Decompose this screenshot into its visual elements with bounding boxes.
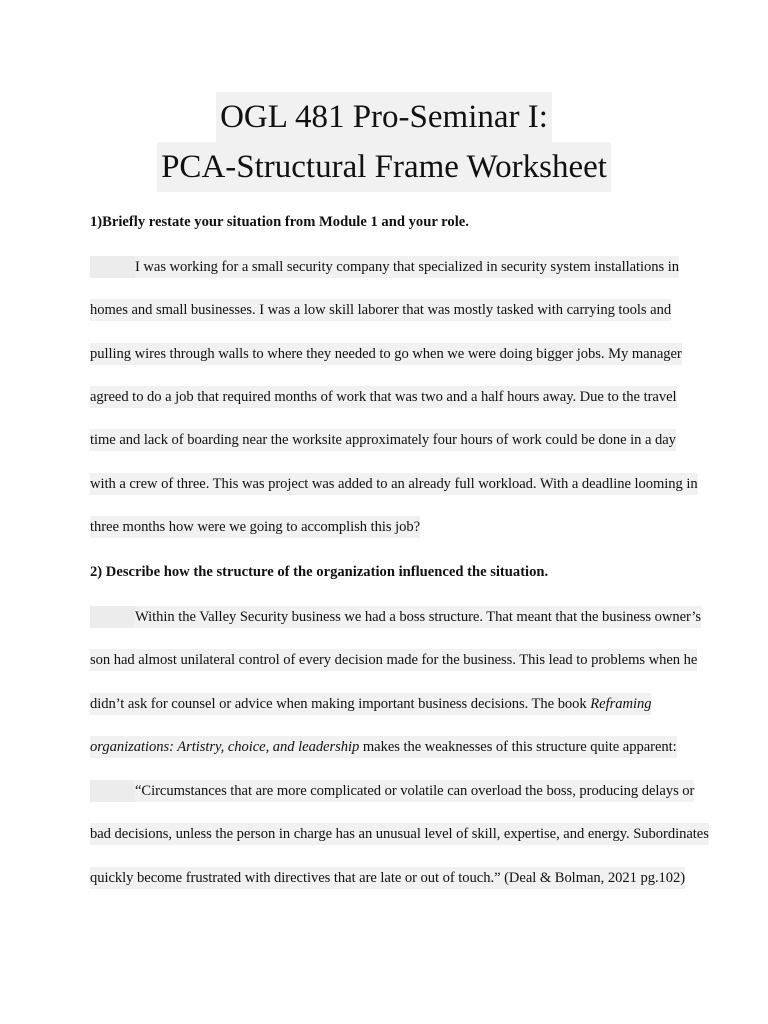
quote-line: bad decisions, unless the person in charge has an unusual level of skill, expertise, and energy. Subordinates [90,823,709,845]
answer-1-line: agreed to do a job that required months of work that was two and a half hours away. Due to the travel [90,386,677,408]
document-title [0,92,768,192]
answer-1-line: homes and small businesses. I was a low skill laborer that was mostly tasked with carrying tools and [90,299,671,321]
answer-2-line: son had almost unilateral control of every decision made for the business. This lead to problems when he [90,649,697,671]
answer-1-line: time and lack of boarding near the worksite approximately four hours of work could be done in a day [90,429,676,451]
answer-1-line [90,256,679,278]
answer-2-line [90,736,677,758]
quote-line [90,780,694,802]
quote-line-text: “Circumstances that are more complicated or volatile can overload the boss, producing delays or [135,783,695,799]
quote-line: quickly become frustrated with directives that are late or out of touch.” (Deal & Bolman, 2021 pg.102) [90,867,685,889]
book-title-part-1: Reframing [590,696,652,712]
answer-2-line-text: Within the Valley Security business we had a boss structure. That meant that the business owner’s [135,609,702,625]
title-line-1: OGL 481 Pro-Seminar I: [216,92,552,142]
indent-marker [90,606,135,628]
question-1-heading: 1)Briefly restate your situation from Module 1 and your role. [90,214,469,230]
answer-2-line-text: didn’t ask for counsel or advice when making important business decisions. The book [90,696,591,712]
answer-1-line: pulling wires through walls to where they needed to go when we were doing bigger jobs. My manager [90,343,682,365]
answer-2-line [90,693,651,715]
answer-2-line-text: makes the weaknesses of this structure quite apparent: [359,739,677,755]
answer-1-line: with a crew of three. This was project was added to an already full workload. With a deadline looming in [90,473,698,495]
title-line-2: PCA-Structural Frame Worksheet [157,142,611,192]
indent-marker [90,780,135,802]
indent-marker [90,256,135,278]
answer-2-line [90,606,701,628]
question-2-heading: 2) Describe how the structure of the organization influenced the situation. [90,564,549,580]
answer-1-line-text: I was working for a small security company that specialized in security system installations in [135,259,680,275]
answer-1-line: three months how were we going to accomplish this job? [90,516,420,538]
book-title-part-2: organizations: Artistry, choice, and leadership [90,739,360,755]
